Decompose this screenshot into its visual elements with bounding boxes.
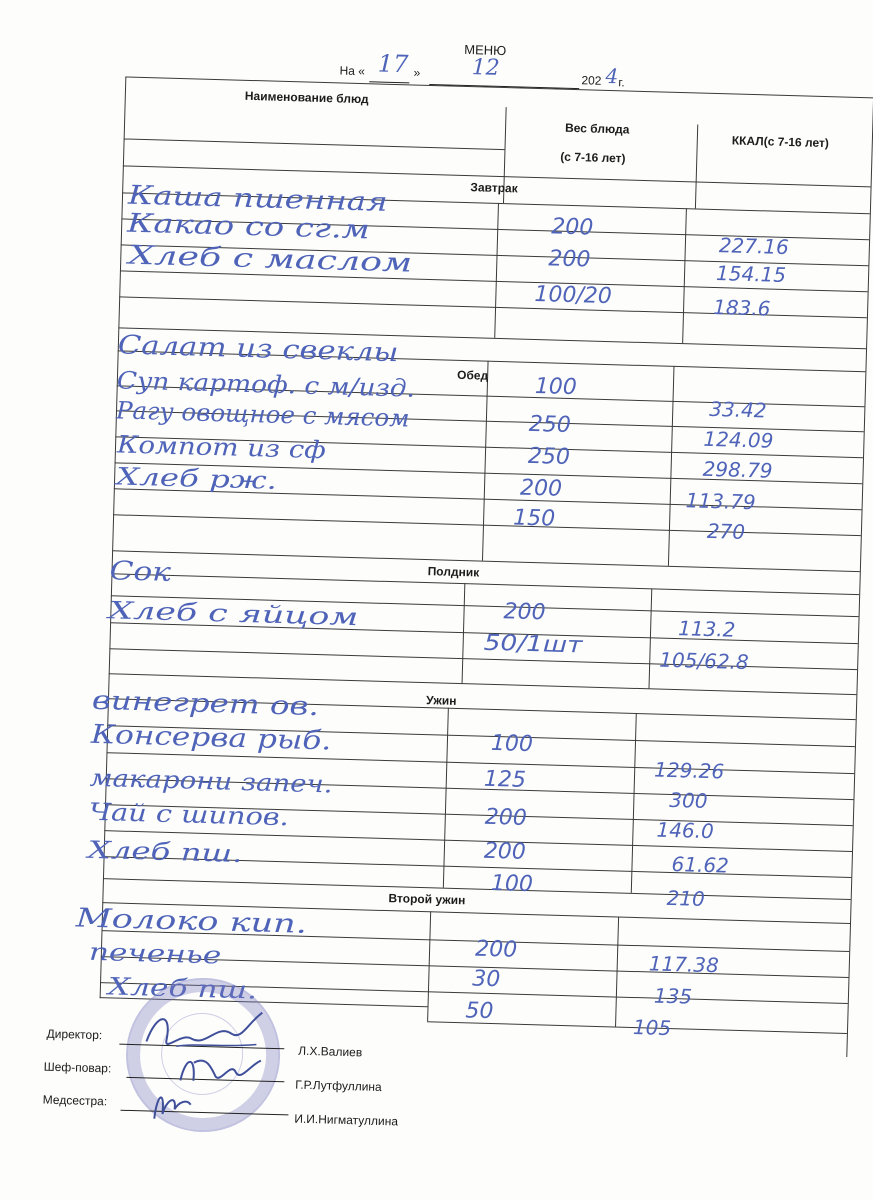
second-dinner-item-weight: 50 [465, 998, 494, 1025]
nurse-label: Медсестра: [42, 1092, 108, 1109]
second-dinner-item-weight: 30 [471, 966, 501, 993]
col-divider-2 [695, 124, 698, 208]
date-line [339, 63, 365, 78]
director-label: Директор: [46, 1026, 103, 1043]
dinner-item-weight: 200 [484, 804, 528, 831]
lunch-item-kcal: 124.09 [703, 426, 774, 453]
lunch-item-name: Салат из свеклы [117, 330, 399, 369]
breakfast-item-weight: 200 [550, 214, 594, 241]
col-divider-1c [482, 361, 489, 561]
lunch-item-kcal: 33.42 [708, 396, 767, 423]
date-month: 12 [471, 55, 501, 81]
dinner-item-weight: 100 [490, 870, 534, 898]
dinner-item-kcal: 300 [669, 787, 708, 814]
date-quote-close: » [413, 65, 421, 80]
breakfast-item-name: Каша пшенная [127, 180, 389, 218]
breakfast-item-weight: 100/20 [534, 281, 613, 310]
lunch-item-weight: 250 [527, 443, 571, 471]
col-divider-2c [668, 366, 675, 566]
page-title: МЕНЮ [464, 41, 507, 59]
breakfast-item-kcal: 154.15 [715, 261, 787, 287]
dinner-item-weight: 200 [483, 838, 527, 865]
chef-name: Г.Р.Лутфуллина [295, 1077, 382, 1095]
lunch-item-name: Рагу овощное с мясом [115, 396, 410, 433]
second-dinner-item-kcal: 117.38 [648, 951, 720, 978]
nurse-signature [146, 1083, 197, 1124]
lunch-item-weight: 200 [519, 475, 563, 502]
lunch-item-name: Суп картоф. с м/изд. [116, 366, 416, 403]
breakfast-item-kcal: 183.6 [712, 294, 771, 321]
dinner-item-kcal: 129.26 [653, 757, 725, 784]
breakfast-item-kcal: 227.16 [718, 233, 790, 260]
lunch-item-kcal: 298.79 [702, 456, 773, 483]
table-border-right [846, 97, 873, 1057]
dinner-item-kcal: 61.62 [671, 852, 730, 878]
lunch-item-kcal: 113.79 [685, 488, 757, 515]
dinner-item-weight: 100 [490, 730, 534, 758]
section-title-snack: Полдник [427, 564, 480, 580]
breakfast-item-weight: 200 [548, 246, 591, 273]
lunch-item-weight: 250 [528, 411, 572, 439]
row-line [124, 138, 505, 150]
dinner-item-weight: 125 [483, 766, 527, 793]
dinner-item-kcal: 210 [666, 885, 706, 911]
col-header-kcal: ККАЛ(с 7-16 лет) [731, 133, 830, 151]
second-dinner-item-kcal: 105 [632, 1015, 672, 1041]
row-line [113, 514, 861, 536]
col-header-weight-age: (с 7-16 лет) [560, 149, 626, 166]
section-title-dinner: Ужин [425, 693, 457, 708]
dinner-item-name: Хлеб пш. [87, 835, 243, 869]
second-dinner-item-name: Молоко кип. [75, 903, 308, 940]
snack-item-name: Хлеб с яйцом [108, 596, 359, 632]
lunch-item-name: Компот из сф [116, 430, 327, 465]
section-title-breakfast: Завтрак [470, 180, 518, 196]
second-dinner-item-weight: 200 [474, 936, 518, 963]
col-header-weight: Вес блюда [564, 120, 630, 137]
row-line [111, 573, 859, 595]
section-title-lunch: Обед [456, 367, 489, 383]
dinner-item-name: Чай с шипов. [88, 797, 290, 832]
col-divider-2b [682, 208, 687, 343]
date-year-prefix: 202 [581, 73, 602, 88]
lunch-item-kcal: 270 [706, 518, 746, 544]
lunch-item-weight: 100 [534, 374, 578, 401]
second-dinner-item-name: печенье [88, 937, 222, 970]
snack-item-name: Сок [109, 556, 172, 588]
date-year-digit: 4 [605, 63, 619, 89]
second-dinner-item-kcal: 135 [653, 983, 693, 1009]
date-prefix: На « [339, 63, 366, 79]
dinner-item-name: макарони запеч. [89, 763, 333, 799]
row-line [103, 878, 851, 900]
snack-item-kcal: 105/62.8 [658, 647, 750, 675]
lunch-item-weight: 150 [512, 505, 556, 532]
col-header-name: Наименование блюд [244, 88, 369, 107]
snack-item-kcal: 113.2 [677, 616, 736, 642]
date-day: 17 [377, 49, 409, 79]
dinner-item-name: Консерва рыб. [90, 719, 332, 757]
nurse-name: И.И.Нигматуллина [294, 1111, 399, 1129]
lunch-item-name: Хлеб рж. [115, 462, 278, 495]
director-name: Л.Х.Валиев [298, 1043, 363, 1060]
chef-label: Шеф-повар: [43, 1059, 112, 1076]
breakfast-item-name: Хлеб с маслом [127, 240, 413, 279]
date-year-suffix: г. [618, 75, 625, 90]
col-divider-1b [494, 203, 499, 338]
dinner-item-kcal: 146.0 [656, 817, 715, 844]
second-dinner-item-name: Хлеб пш. [107, 972, 258, 1005]
snack-item-weight: 50/1шт [483, 630, 583, 659]
section-title-second-dinner: Второй ужин [388, 891, 466, 908]
dinner-item-name: винегрет ов. [91, 685, 320, 723]
row-line [112, 550, 860, 572]
snack-item-weight: 200 [503, 599, 546, 626]
breakfast-item-name: Какао со сг.м [126, 208, 371, 246]
